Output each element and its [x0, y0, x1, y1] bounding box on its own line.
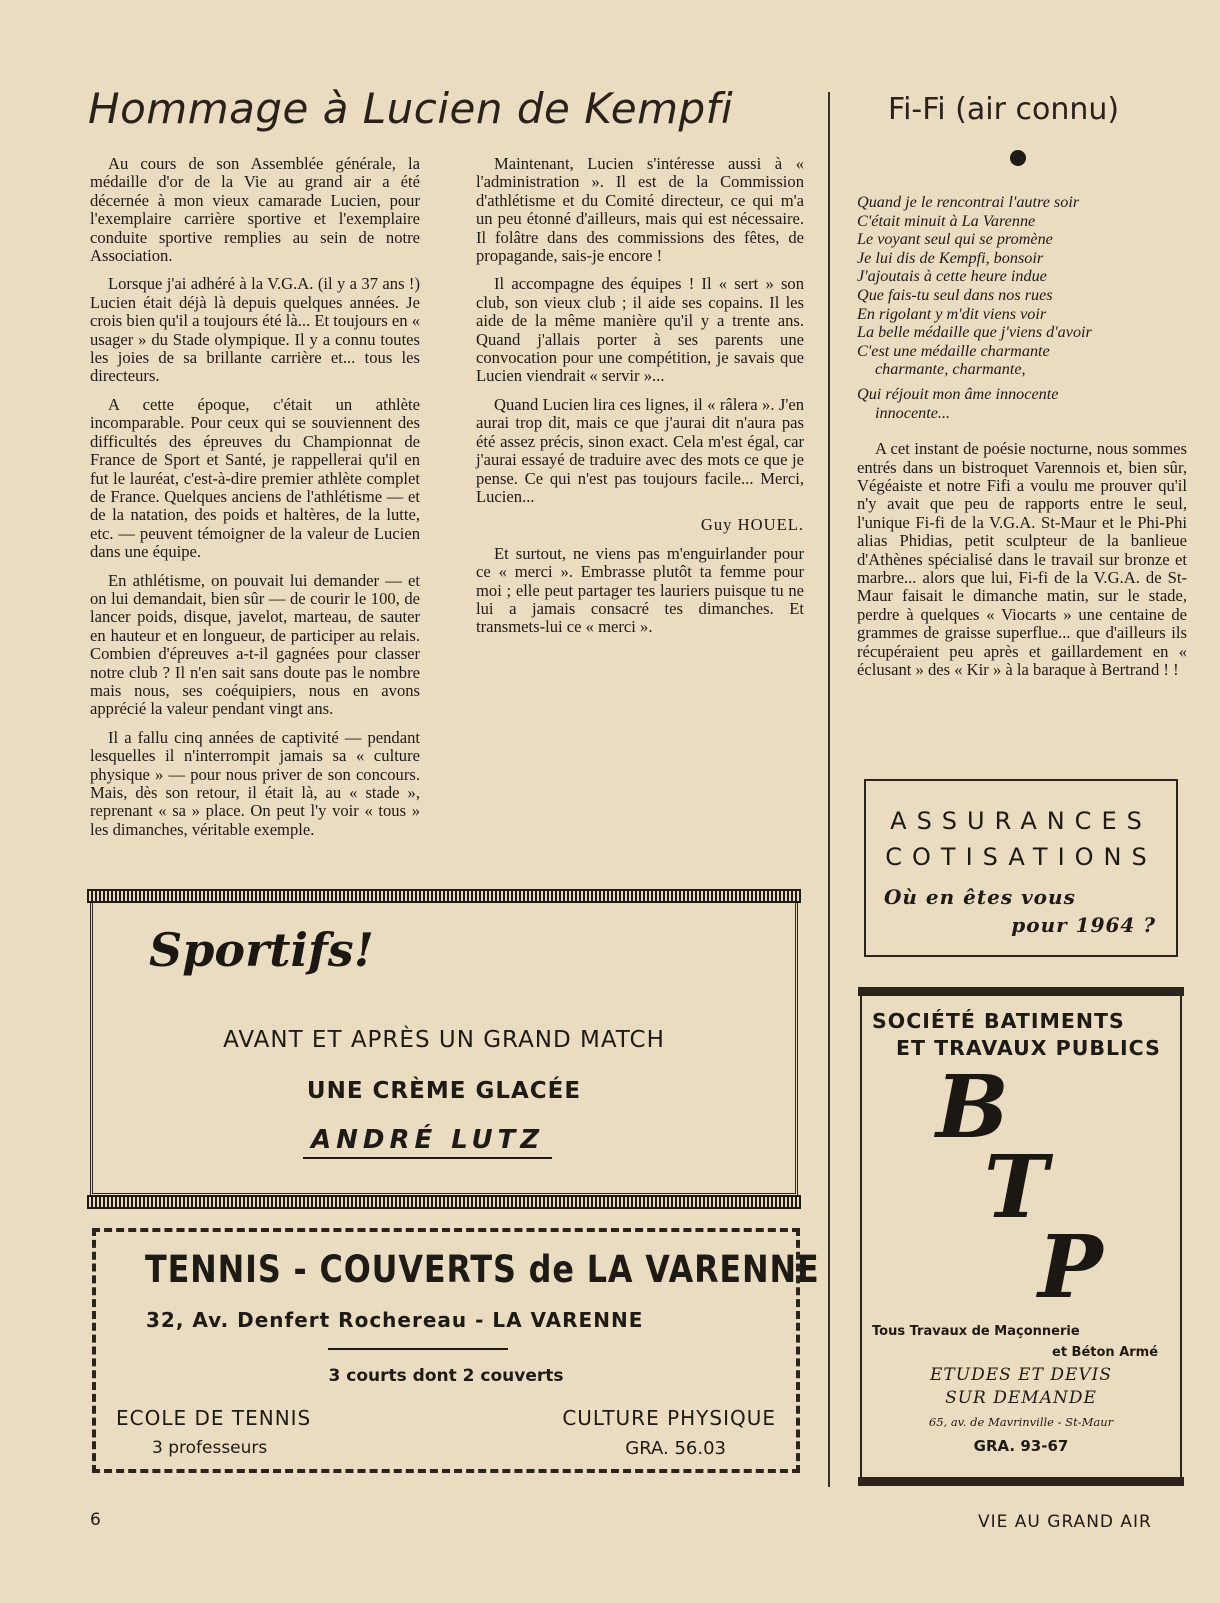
sportifs-tagline: AVANT ET APRÈS UN GRAND MATCH — [223, 1027, 665, 1053]
poem-line: C'est une médaille charmante — [857, 341, 1050, 360]
btp-name-line-2: ET TRAVAUX PUBLICS — [896, 1036, 1161, 1060]
article-paragraph: Quand Lucien lira ces lignes, il « râlera ». J'en aurai trop dit, mais ce que j'aurai dit n'aura pas été assez précis, sinon exact. Cela m'est égal, car j'aurai essayé de traduire avec des mots ce que je pense. Ce qui n'est pas toujours facile... Merci, Lucien... — [476, 394, 804, 506]
fifi-column — [857, 193, 1187, 689]
article-paragraph: Il accompagne des équipes ! Il « sert » son club, son vieux club ; il aide ses copains. Il les aide de la même manière qu'il y a trente ans. Quand j'allais porter à ses parents une convocation pour une compétition, je savais que Lucien viendrait « servir »... — [476, 274, 804, 386]
article-title: Hommage à Lucien de Kempfi — [88, 84, 734, 133]
btp-letter-b: B — [936, 1057, 1009, 1158]
poem-line: J'ajoutais à cette heure indue — [857, 267, 1047, 286]
btp-bottom-bar — [858, 1477, 1184, 1486]
tennis-title: TENNIS - COUVERTS de LA VARENNE — [145, 1248, 820, 1291]
sportifs-headline: Sportifs! — [149, 923, 374, 977]
poem-line: C'était minuit à La Varenne — [857, 211, 1036, 230]
btp-etudes-line-2: SUR DEMANDE — [945, 1388, 1097, 1408]
tennis-divider — [328, 1348, 508, 1350]
btp-works-line-2: et Béton Armé — [1052, 1345, 1159, 1360]
fifi-text: A cet instant de poésie nocturne, nous sommes entrés dans un bistroquet Varennois et, bien sûr, Végéaiste et notre Fifi a voulu me prouver qu'il n'y avait que peu de rapports entre le seul, l'unique Fi-fi de la V.G.A. St-Maur et le Phi-Phi alias Phidias, petit sculpteur de la banlieue d'Athènes spécialisé dans le travail sur bronze et marbre... alors que lui, Fi-fi de la V.G.A. de St-Maur faisait le dimanche matin, sur le stade, perdre à quelques « Viocarts » une centaine de grammes de graisse superflue... que d'ailleurs ils récupéraient peu après et gaillardement en « éclusant » des « Kir » à la baraque à Bertrand ! ! — [857, 439, 1187, 679]
tennis-ad — [92, 1228, 820, 1473]
btp-phone: GRA. 93-67 — [973, 1437, 1069, 1455]
hatched-border-top — [87, 889, 801, 903]
fifi-title: Fi-Fi (air connu) — [888, 92, 1120, 127]
assurances-ad — [864, 779, 1178, 957]
poem-line: Que fais-tu seul dans nos rues — [857, 285, 1053, 304]
article-signature: Guy HOUEL. — [700, 515, 804, 535]
article-paragraph: Au cours de son Assemblée générale, la médaille d'or de la Vie au grand air a été décernée à mon vieux camarade Lucien, pour l'exemplaire carrière sportive et l'exemplaire conduite sportive remplies au sein de notre Association. — [90, 154, 420, 266]
cotisations-line: COTISATIONS — [885, 843, 1157, 871]
poem-line: Qui réjouit mon âme innocente — [857, 384, 1059, 403]
btp-top-bar — [858, 987, 1184, 996]
article-column-1 — [90, 155, 420, 849]
btp-name-line-1: SOCIÉTÉ BATIMENTS — [872, 1009, 1125, 1033]
article-postscript: Et surtout, ne viens pas m'enguirlander pour ce « merci ». Embrasse plutôt ta femme pour moi ; elle peut partager tes lauriers puisque tu ne lui a jamais consacré tes dimanches. Et transmets-lui ce « merci ». — [476, 543, 804, 637]
btp-ad — [860, 995, 1182, 1478]
article-paragraph: Maintenant, Lucien s'intéresse aussi à « l'administration ». Il est de la Commission d'athlétisme et du Comité directeur, ce qui m'a un peu étonné d'ailleurs, mais qui est nécessaire. Il folâtre dans des commissions des fêtes, de propagande, sais-je encore ! — [476, 154, 804, 266]
tennis-address: 32, Av. Denfert Rochereau - LA VARENNE — [146, 1308, 644, 1332]
btp-letter-t: T — [984, 1137, 1048, 1238]
article-paragraph: A cette époque, c'était un athlète incomparable. Pour ceux qui se souviennent des difficultés des épreuves du Championnat de France de Sport et Santé, je rappellerai qu'il en fut le lauréat, c'est-à-dire premier athlète complet de France. Quelques anciens de l'athlétisme — et de la natation, des poids et haltères, de la lutte, etc. — peuvent témoigner de la valeur de Lucien dans une équipe. — [90, 394, 420, 562]
btp-etudes-line-1: ETUDES ET DEVIS — [930, 1365, 1112, 1385]
poem-line: charmante, charmante, — [875, 360, 1026, 379]
publication-name: VIE AU GRAND AIR — [978, 1512, 1152, 1532]
poem-line: Le voyant seul qui se promène — [857, 230, 1053, 249]
tennis-phone: GRA. 56.03 — [625, 1438, 726, 1459]
bullet-ornament — [1010, 150, 1026, 166]
fifi-poem — [857, 193, 1187, 422]
btp-letter-p: P — [1038, 1217, 1103, 1318]
hatched-border-bottom — [87, 1195, 801, 1209]
article-paragraph: En athlétisme, on pouvait lui demander — et on lui demandait, bien sûr — de courir le 100, de lancer poids, disque, javelot, marteau, de sauter en hauteur et en longueur, de participer au relais. Combien d'épreuves a-t-il gagnées pour classer notre club ? Il n'en sait sans doute pas le nombre mais nous, ses coéquipiers, nous en avons apprécié la valeur pendant vingt ans. — [90, 570, 420, 719]
poem-line: La belle médaille que j'viens d'avoir — [857, 323, 1092, 342]
sportifs-brand: ANDRÉ LUTZ — [303, 1125, 552, 1159]
assurances-year: pour 1964 ? — [1011, 913, 1156, 937]
tennis-culture: CULTURE PHYSIQUE — [562, 1406, 776, 1430]
sportifs-product: UNE CRÈME GLACÉE — [306, 1078, 582, 1104]
article-column-2 — [476, 155, 804, 647]
article-paragraph: Il a fallu cinq années de captivité — pendant lesquelles il n'interrompit jamais sa « culture physique » — pour nous priver de son concours. Mais, dès son retour, il était là, au « stade », reprenant « sa » place. On peut l'y voir « tous » les dimanches, véritable exemple. — [90, 727, 420, 839]
btp-address: 65, av. de Mavrinville - St-Maur — [928, 1415, 1114, 1429]
tennis-courts: 3 courts dont 2 couverts — [328, 1366, 564, 1386]
assurances-line: ASSURANCES — [890, 807, 1152, 835]
poem-line: Je lui dis de Kempfi, bonsoir — [857, 248, 1044, 267]
tennis-school: ECOLE DE TENNIS — [116, 1406, 312, 1430]
assurances-question: Où en êtes vous — [884, 885, 1076, 909]
poem-line: Quand je le rencontrai l'autre soir — [857, 193, 1080, 211]
column-divider — [828, 92, 830, 1487]
btp-works-line-1: Tous Travaux de Maçonnerie — [872, 1324, 1080, 1339]
tennis-teachers: 3 professeurs — [152, 1438, 268, 1458]
page-number: 6 — [90, 1510, 101, 1530]
poem-line: En rigolant y m'dit viens voir — [857, 304, 1047, 323]
sportifs-ad — [90, 900, 798, 1196]
poem-line: innocente... — [875, 403, 951, 422]
article-paragraph: Lorsque j'ai adhéré à la V.G.A. (il y a 37 ans !) Lucien était déjà là depuis quelques années. Je crois bien qu'il a toujours été là... Et toujours en « usager » du Stade olympique. Il y a connu toutes les joies de sa brillante carrière et... tous les directeurs. — [90, 274, 420, 386]
